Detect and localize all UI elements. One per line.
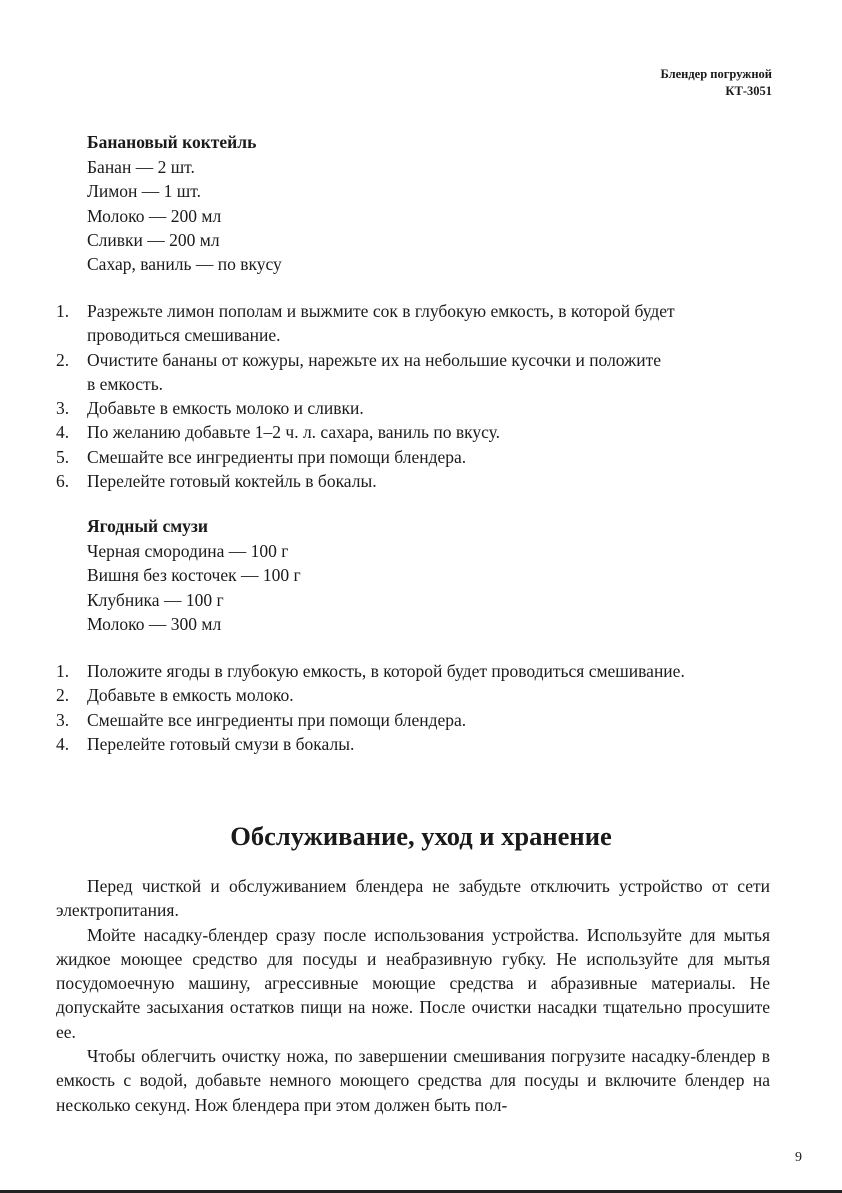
ingredients-list-banana (87, 155, 282, 276)
step-item (56, 299, 675, 348)
step-item (56, 445, 675, 469)
ingredient-item: Клубника — 100 г (87, 589, 224, 610)
step-item (56, 708, 685, 732)
step-item (56, 348, 675, 397)
step-number: 5. (56, 446, 70, 467)
step-text: Разрежьте лимон пополам и выжмите сок в глубокую емкость, в которой будет проводиться смешивание. (87, 301, 675, 346)
step-item (56, 396, 675, 420)
step-number: 2. (56, 349, 70, 370)
step-text: Смешайте все ингредиенты при помощи блендера. (87, 446, 467, 467)
step-item (56, 659, 685, 683)
header-product-name: Блендер погружной (660, 67, 772, 81)
paragraph: Перед чисткой и обслуживанием блендера не забудьте отключить устройство от сети электропитания. (56, 876, 770, 921)
step-item (56, 420, 675, 444)
step-item (56, 683, 685, 707)
step-item (56, 732, 685, 756)
paragraph: Чтобы облегчить очистку ножа, по завершении смешивания погрузите насадку-блендер в емкость с водой, добавьте немного моющего средства для посуды и включите блендер на несколько секунд. Нож блендера при этом должен быть пол- (56, 1046, 770, 1115)
step-text: Перелейте готовый коктейль в бокалы. (87, 471, 377, 492)
header-model: КТ-3051 (725, 84, 772, 98)
step-text: Добавьте в емкость молоко и сливки. (87, 398, 364, 419)
ingredients-list-berry (87, 539, 301, 636)
step-text: Очистите бананы от кожуры, нарежьте их на небольшие кусочки и положите в емкость. (87, 349, 661, 394)
ingredient-item: Черная смородина — 100 г (87, 541, 289, 561)
recipe-title-banana: Банановый коктейль (87, 132, 257, 152)
running-header (660, 66, 772, 100)
page-number: 9 (795, 1150, 802, 1165)
step-number: 4. (56, 422, 70, 443)
ingredient-item: Сахар, ваниль — по вкусу (87, 254, 282, 275)
ingredient-item: Вишня без косточек — 100 г (87, 565, 301, 586)
step-number: 1. (56, 661, 70, 681)
step-number: 6. (56, 471, 70, 492)
ingredient-item: Лимон — 1 шт. (87, 181, 201, 202)
recipe-title-berry: Ягодный смузи (87, 516, 209, 536)
step-number: 2. (56, 685, 70, 706)
ingredient-item: Молоко — 300 мл (87, 613, 222, 634)
ingredient-item: Банан — 2 шт. (87, 157, 195, 177)
paragraph: Мойте насадку-блендер сразу после использования устройства. Используйте для мытья жидкое моющее средство для посуды и неабразивную губку. Не используйте для мытья посудомоечную машину, агрессивные моющие средства и абразивные материалы. Не допускайте засыхания остатков пищи на ноже. После очистки насадки тщательно просушите ее. (56, 924, 770, 1042)
step-text: Добавьте в емкость молоко. (87, 685, 294, 706)
steps-list-banana (56, 299, 675, 493)
step-number: 3. (56, 398, 70, 419)
ingredient-item: Молоко — 200 мл (87, 205, 222, 226)
step-number: 1. (56, 301, 70, 321)
section-body (56, 874, 770, 1117)
step-text: Смешайте все ингредиенты при помощи блендера. (87, 709, 467, 730)
step-number: 3. (56, 709, 70, 730)
step-number: 4. (56, 733, 70, 754)
section-heading: Обслуживание, уход и хранение (230, 821, 612, 851)
step-text: Положите ягоды в глубокую емкость, в которой будет проводиться смешивание. (87, 661, 685, 681)
step-text: Перелейте готовый смузи в бокалы. (87, 733, 355, 754)
steps-list-berry (56, 659, 685, 756)
step-item (56, 469, 675, 493)
ingredient-item: Сливки — 200 мл (87, 229, 220, 250)
step-text: По желанию добавьте 1–2 ч. л. сахара, ваниль по вкусу. (87, 422, 501, 443)
